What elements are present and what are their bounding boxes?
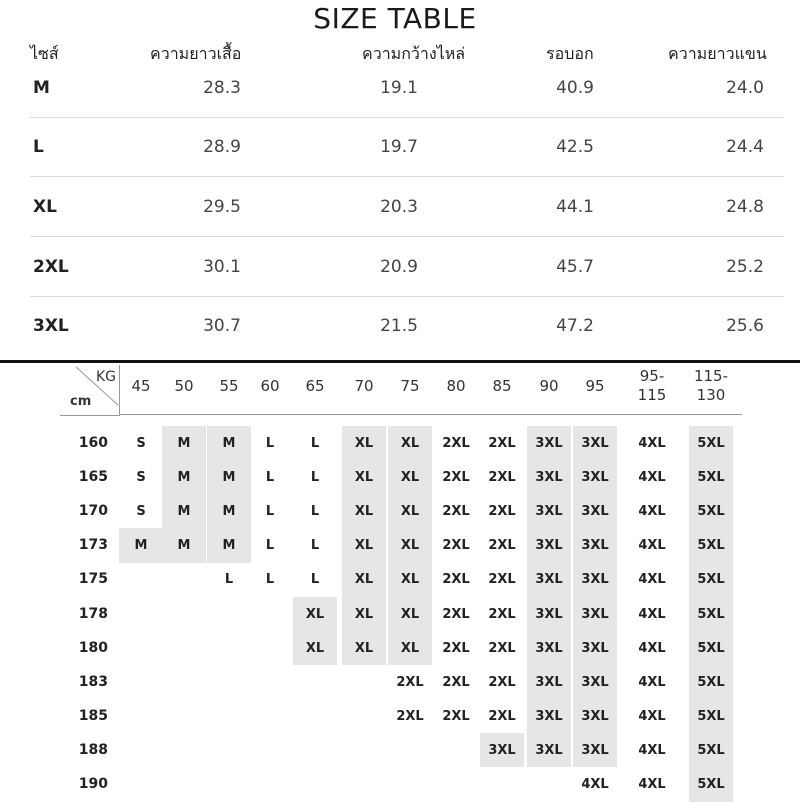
size-cell: 2XL xyxy=(488,470,516,486)
size-cell: XL xyxy=(354,640,374,656)
size-cell: L xyxy=(310,572,320,588)
shoulder-width-value: 20.3 xyxy=(380,197,418,217)
cm-row-header: 185 xyxy=(78,707,108,724)
chest-value: 47.2 xyxy=(556,316,594,336)
cm-row-header: 188 xyxy=(78,741,108,758)
sleeve-length-value: 25.6 xyxy=(726,316,764,336)
cm-row-header: 175 xyxy=(78,571,108,588)
kg-column-header: 60 xyxy=(260,377,280,395)
size-cell: XL xyxy=(400,470,420,486)
cm-label: cm xyxy=(70,394,92,409)
size-cell: L xyxy=(265,572,275,588)
header-chest: รอบอก xyxy=(546,44,594,63)
size-cell: 4XL xyxy=(638,777,666,792)
size-cell: XL xyxy=(354,436,374,451)
size-cell: 3XL xyxy=(535,606,563,622)
size-cell: L xyxy=(310,538,320,554)
size-cell: 2XL xyxy=(442,606,470,622)
size-cell: XL xyxy=(400,538,420,554)
kg-column-header: 75 xyxy=(400,377,420,395)
chest-value: 45.7 xyxy=(556,257,594,277)
shoulder-width-value: 19.7 xyxy=(380,137,418,157)
size-cell: L xyxy=(310,470,320,486)
size-cell: 5XL xyxy=(697,606,725,622)
size-cell: 3XL xyxy=(535,640,563,656)
row-size-label: L xyxy=(33,137,44,157)
size-cell: 2XL xyxy=(442,674,470,690)
size-cell: 3XL xyxy=(581,640,609,656)
row-size-label: 3XL xyxy=(33,316,69,336)
size-cell: 4XL xyxy=(638,504,666,520)
size-cell: 2XL xyxy=(488,708,516,724)
size-cell: M xyxy=(177,470,191,486)
size-cell: M xyxy=(134,538,148,554)
header-shoulder-width: ความกว้างไหล่ xyxy=(362,44,466,63)
kg-column-header: 50 xyxy=(174,377,194,395)
body-length-value: 28.9 xyxy=(203,137,241,157)
sleeve-length-value: 25.2 xyxy=(726,257,764,277)
cm-row-header: 178 xyxy=(78,605,108,622)
size-cell: L xyxy=(265,436,275,451)
size-cell: 3XL xyxy=(581,708,609,724)
row-divider xyxy=(30,176,784,177)
kg-column-header: 70 xyxy=(354,377,374,395)
size-cell: 3XL xyxy=(535,572,563,588)
size-cell: XL xyxy=(354,470,374,486)
size-cell: 4XL xyxy=(581,777,609,792)
kg-column-header: 95 xyxy=(585,377,605,395)
size-cell: XL xyxy=(354,538,374,554)
size-cell: S xyxy=(136,504,146,520)
shoulder-width-value: 20.9 xyxy=(380,257,418,277)
size-cell: L xyxy=(265,538,275,554)
size-cell: 3XL xyxy=(581,504,609,520)
chest-value: 42.5 xyxy=(556,137,594,157)
size-cell: 4XL xyxy=(638,742,666,758)
row-divider xyxy=(30,236,784,237)
body-length-value: 30.1 xyxy=(203,257,241,277)
size-cell: 2XL xyxy=(442,504,470,520)
size-cell: 2XL xyxy=(488,504,516,520)
size-cell: M xyxy=(222,436,236,451)
size-cell: M xyxy=(177,504,191,520)
kg-column-header: 90 xyxy=(539,377,559,395)
size-cell: L xyxy=(265,470,275,486)
header-body-length: ความยาวเสื้อ xyxy=(150,44,242,63)
size-cell: 5XL xyxy=(697,504,725,520)
size-cell: 2XL xyxy=(488,640,516,656)
size-cell: 4XL xyxy=(638,708,666,724)
size-cell: 2XL xyxy=(396,708,424,724)
size-cell: 5XL xyxy=(697,742,725,758)
kg-column-header: 115- 130 xyxy=(693,367,729,404)
size-cell: 3XL xyxy=(535,436,563,451)
size-cell: 3XL xyxy=(581,538,609,554)
size-cell: XL xyxy=(354,572,374,588)
size-cell: S xyxy=(136,436,146,451)
size-cell: XL xyxy=(305,640,325,656)
size-cell: 5XL xyxy=(697,538,725,554)
size-cell: XL xyxy=(305,606,325,622)
body-length-value: 29.5 xyxy=(203,197,241,217)
size-cell: 4XL xyxy=(638,538,666,554)
row-size-label: 2XL xyxy=(33,257,69,277)
size-cell: 2XL xyxy=(396,674,424,690)
size-cell: XL xyxy=(354,504,374,520)
size-cell: M xyxy=(222,470,236,486)
size-cell: M xyxy=(222,538,236,554)
size-cell: XL xyxy=(400,572,420,588)
size-cell: 2XL xyxy=(442,538,470,554)
shoulder-width-value: 19.1 xyxy=(380,78,418,98)
size-cell: 3XL xyxy=(581,674,609,690)
size-cell: L xyxy=(224,572,234,588)
chest-value: 40.9 xyxy=(556,78,594,98)
size-cell: L xyxy=(310,504,320,520)
cm-row-header: 173 xyxy=(78,537,108,554)
cm-row-header: 183 xyxy=(78,673,108,690)
header-sleeve-length: ความยาวแขน xyxy=(668,44,767,63)
size-cell: 4XL xyxy=(638,436,666,451)
size-cell: 5XL xyxy=(697,708,725,724)
kg-column-header: 65 xyxy=(305,377,325,395)
kg-cm-corner xyxy=(60,365,120,416)
row-size-label: XL xyxy=(33,197,57,217)
size-cell: 3XL xyxy=(535,742,563,758)
grid-header-divider xyxy=(119,414,742,415)
kg-column-header: 45 xyxy=(131,377,151,395)
size-cell: S xyxy=(136,470,146,486)
size-cell: 5XL xyxy=(697,572,725,588)
size-cell: 4XL xyxy=(638,674,666,690)
size-cell: 3XL xyxy=(581,436,609,451)
size-cell: 2XL xyxy=(442,572,470,588)
size-cell: 3XL xyxy=(535,538,563,554)
size-cell: 2XL xyxy=(488,606,516,622)
size-cell: 3XL xyxy=(535,470,563,486)
kg-column-header: 85 xyxy=(492,377,512,395)
size-cell: 4XL xyxy=(638,606,666,622)
size-cell: 2XL xyxy=(488,538,516,554)
size-cell: L xyxy=(265,504,275,520)
header-size: ไซส์ xyxy=(30,44,59,63)
shoulder-width-value: 21.5 xyxy=(380,316,418,336)
body-length-value: 30.7 xyxy=(203,316,241,336)
size-table-title: SIZE TABLE xyxy=(313,2,477,35)
size-cell: 2XL xyxy=(442,708,470,724)
size-cell: 3XL xyxy=(535,674,563,690)
size-cell: 3XL xyxy=(488,742,516,758)
size-cell: 2XL xyxy=(488,572,516,588)
fit-grid-section xyxy=(0,363,800,800)
cm-row-header: 160 xyxy=(78,435,108,451)
row-divider xyxy=(30,296,784,297)
size-cell: 4XL xyxy=(638,572,666,588)
kg-label: KG xyxy=(95,369,116,385)
cm-row-header: 165 xyxy=(78,469,108,486)
cm-row-header: 190 xyxy=(78,776,108,792)
size-cell: 3XL xyxy=(535,708,563,724)
size-cell: 4XL xyxy=(638,640,666,656)
size-cell: 3XL xyxy=(581,742,609,758)
sleeve-length-value: 24.8 xyxy=(726,197,764,217)
size-cell: XL xyxy=(400,606,420,622)
size-cell: 5XL xyxy=(697,470,725,486)
size-cell: M xyxy=(222,504,236,520)
body-length-value: 28.3 xyxy=(203,78,241,98)
size-cell: XL xyxy=(400,436,420,451)
size-cell: M xyxy=(177,436,191,451)
size-cell: 5XL xyxy=(697,777,725,792)
sleeve-length-value: 24.4 xyxy=(726,137,764,157)
kg-column-header: 80 xyxy=(446,377,466,395)
size-table-section xyxy=(0,0,800,362)
kg-column-header: 55 xyxy=(219,377,239,395)
sleeve-length-value: 24.0 xyxy=(726,78,764,98)
size-cell: 2XL xyxy=(442,470,470,486)
size-cell: 5XL xyxy=(697,674,725,690)
size-cell: 2XL xyxy=(442,640,470,656)
size-cell: 3XL xyxy=(535,504,563,520)
size-cell: 4XL xyxy=(638,470,666,486)
chest-value: 44.1 xyxy=(556,197,594,217)
cm-row-header: 180 xyxy=(78,639,108,656)
size-cell: XL xyxy=(400,504,420,520)
size-cell: 2XL xyxy=(488,674,516,690)
kg-column-header: 95- 115 xyxy=(637,367,667,404)
size-cell: XL xyxy=(400,640,420,656)
cm-row-header: 170 xyxy=(78,503,108,520)
size-cell: 3XL xyxy=(581,470,609,486)
size-cell: 5XL xyxy=(697,640,725,656)
row-size-label: M xyxy=(33,78,50,98)
row-divider xyxy=(30,117,784,118)
size-cell: 3XL xyxy=(581,606,609,622)
size-cell: 2XL xyxy=(488,436,516,451)
size-cell: 5XL xyxy=(697,436,725,451)
size-cell: XL xyxy=(354,606,374,622)
size-cell: L xyxy=(310,436,320,451)
size-cell: 3XL xyxy=(581,572,609,588)
size-cell: 2XL xyxy=(442,436,470,451)
size-cell: M xyxy=(177,538,191,554)
